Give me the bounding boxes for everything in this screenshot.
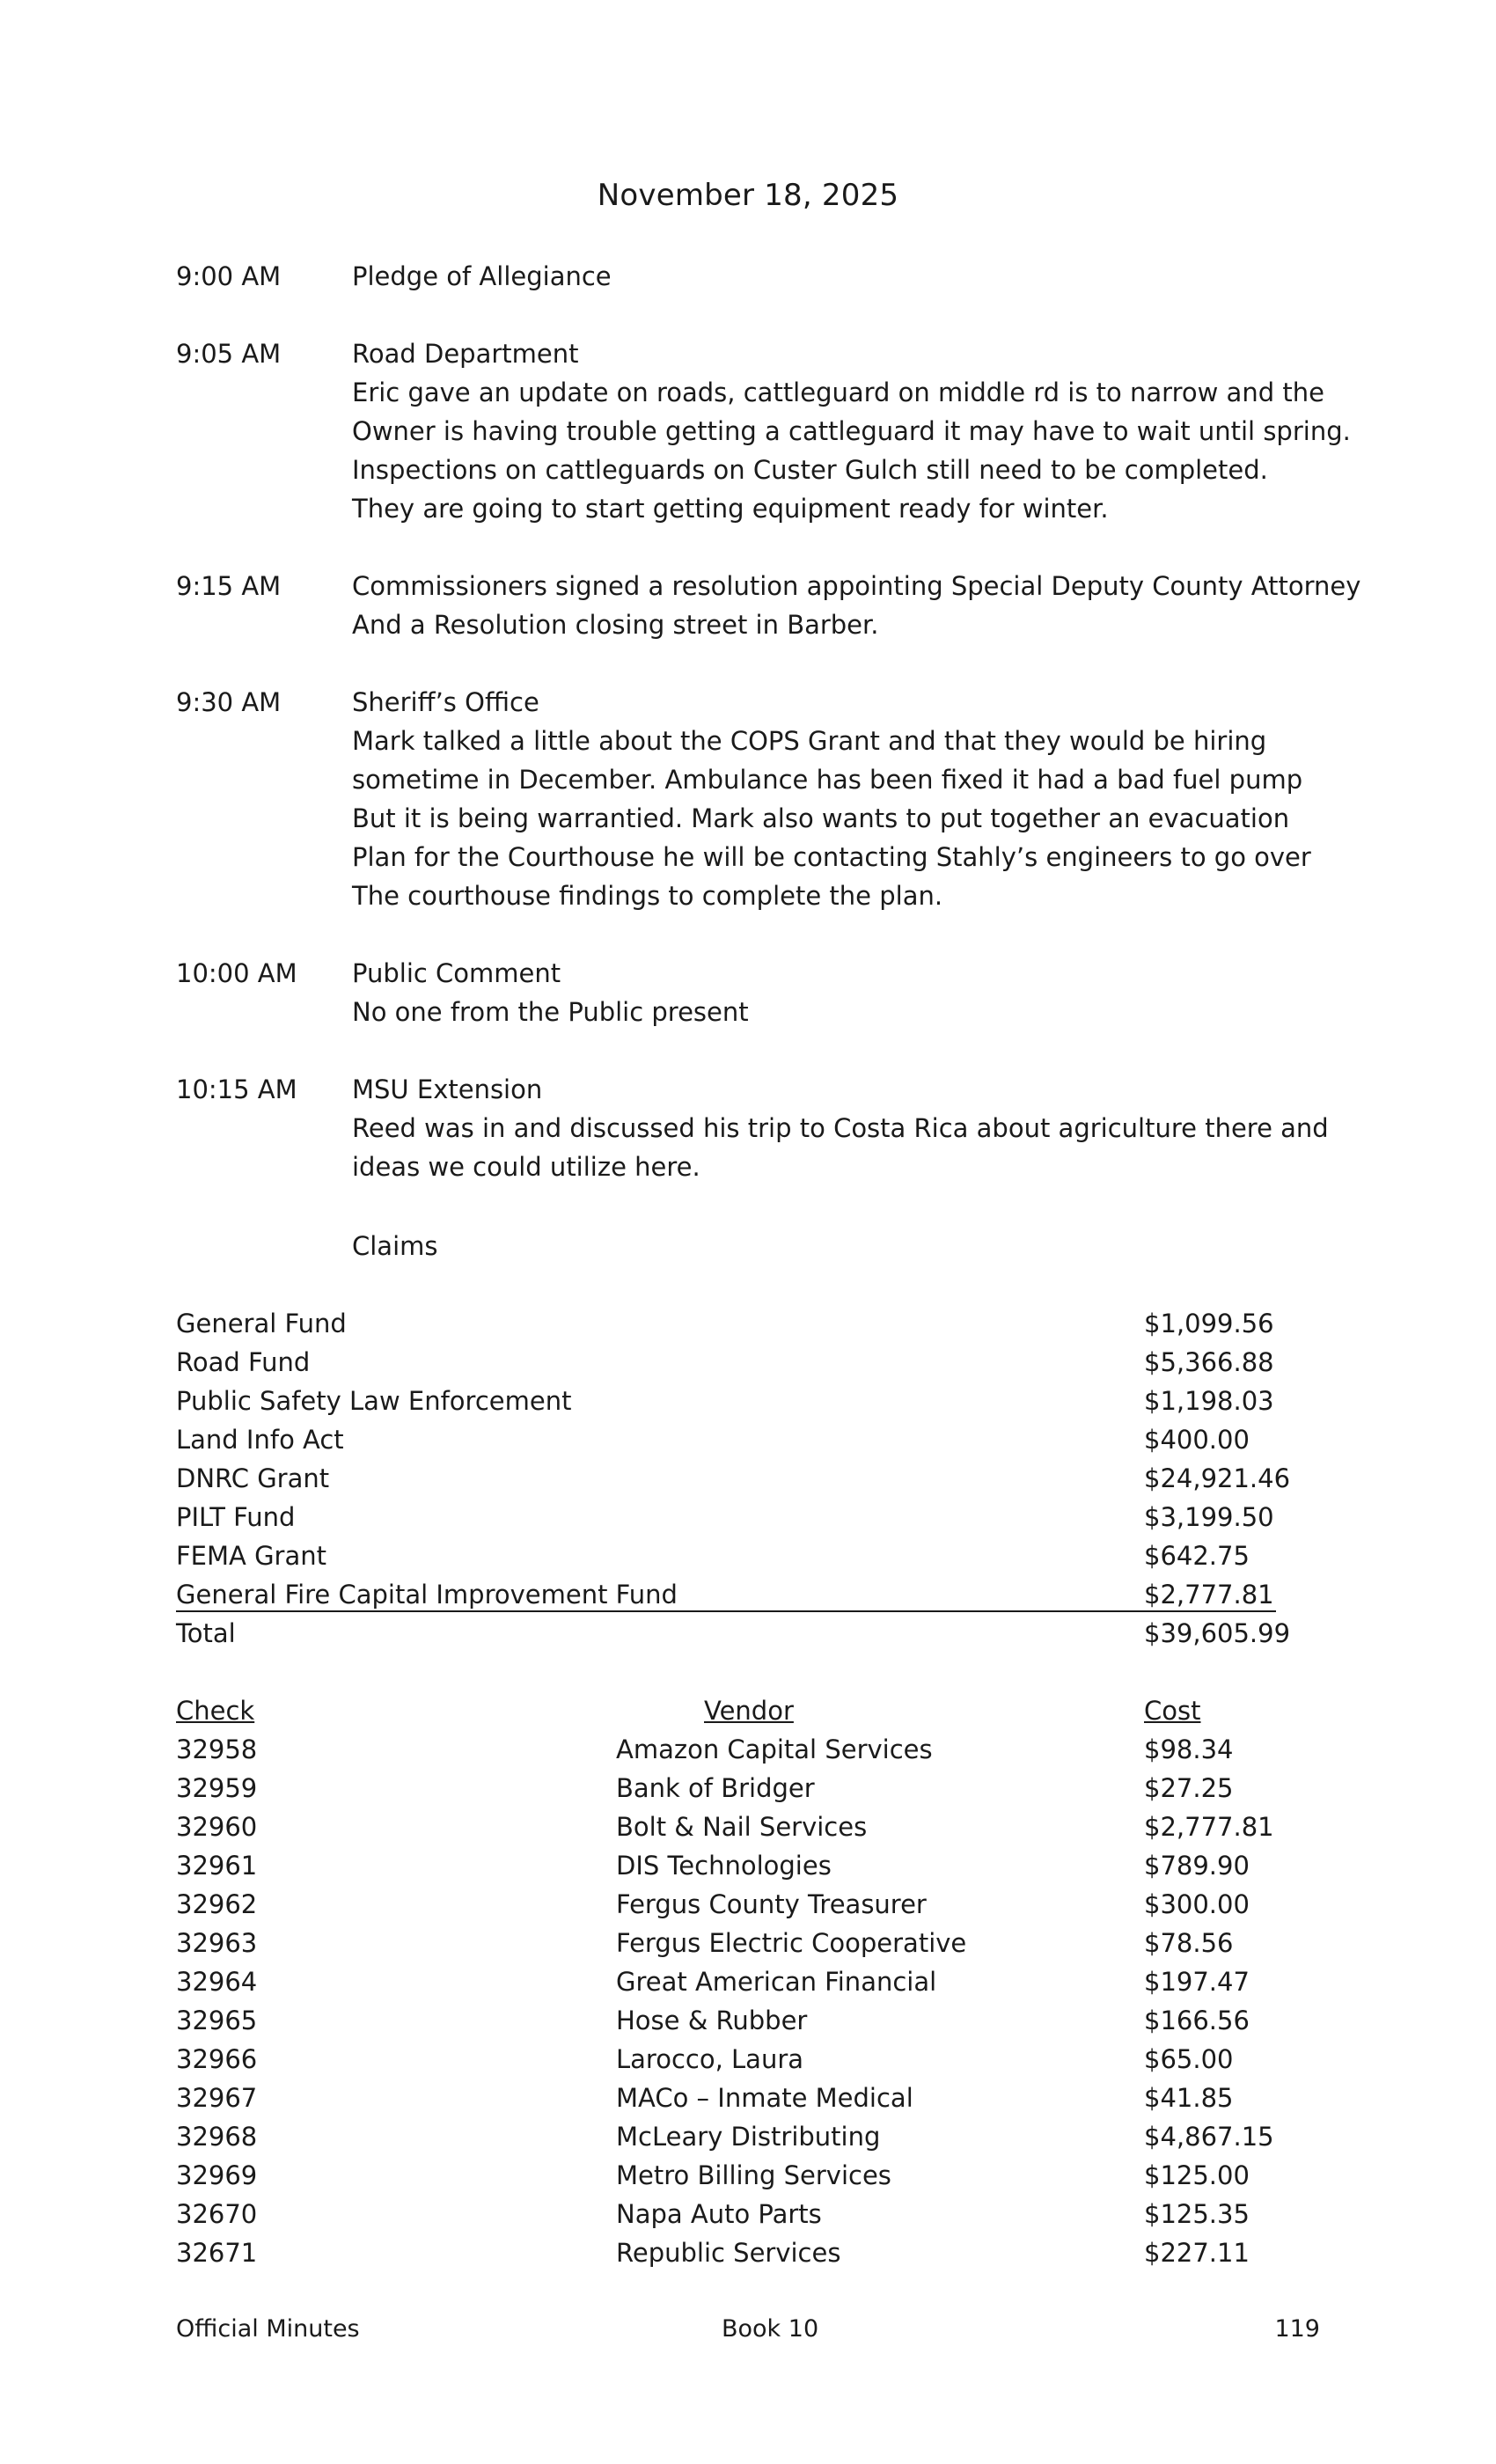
vendor-name: Fergus Electric Cooperative: [616, 1928, 967, 1958]
fund-claims-table: [176, 1304, 1302, 1653]
check-number: 32963: [176, 1928, 258, 1958]
check-number: 32969: [176, 2160, 258, 2190]
table-row: [176, 2079, 1302, 2117]
vendor-name: Great American Financial: [616, 1967, 937, 1997]
check-cost: $27.25: [1144, 1773, 1234, 1803]
fund-amount: $1,198.03: [1144, 1386, 1274, 1416]
vendor-name: McLeary Distributing: [616, 2122, 881, 2152]
agenda-item: [176, 1070, 1329, 1186]
fund-row: [176, 1420, 1302, 1459]
check-number: 32964: [176, 1967, 258, 1997]
page-title: November 18, 2025: [597, 178, 899, 213]
agenda-time: 10:00 AM: [176, 958, 297, 988]
agenda-text-line: Owner is having trouble getting a cattleguard it may have to wait until spring.: [352, 416, 1351, 446]
table-row: [176, 1885, 1302, 1924]
agenda-item: [176, 683, 1320, 915]
agenda-text-line: They are going to start getting equipment ready for winter.: [352, 494, 1109, 524]
agenda-heading: Road Department: [352, 339, 579, 369]
fund-amount: $2,777.81: [1144, 1580, 1274, 1610]
vendor-name: DIS Technologies: [616, 1851, 832, 1881]
vendor-name: Amazon Capital Services: [616, 1734, 933, 1764]
fund-name: Land Info Act: [176, 1425, 344, 1455]
table-row: [176, 2195, 1302, 2233]
table-row: [176, 2001, 1302, 2040]
agenda-text-line: Reed was in and discussed his trip to Costa Rica about agriculture there and: [352, 1113, 1329, 1143]
agenda-text-line: Plan for the Courthouse he will be contacting Stahly’s engineers to go over: [352, 842, 1311, 872]
check-number: 32671: [176, 2238, 258, 2268]
fund-name: General Fund: [176, 1309, 347, 1338]
fund-amount: $3,199.50: [1144, 1502, 1274, 1532]
agenda-text-line: Eric gave an update on roads, cattleguard on middle rd is to narrow and the: [352, 378, 1324, 407]
agenda-item: [176, 567, 1361, 644]
fund-name: General Fire Capital Improvement Fund: [176, 1580, 678, 1610]
footer-book-label: Book 10: [722, 2315, 819, 2343]
agenda-text-line: ideas we could utilize here.: [352, 1152, 700, 1182]
check-number: 32962: [176, 1889, 258, 1919]
vendor-name: Fergus County Treasurer: [616, 1889, 927, 1919]
fund-amount: $642.75: [1144, 1541, 1250, 1571]
table-row: [176, 1846, 1302, 1885]
vendor-name: MACo – Inmate Medical: [616, 2083, 913, 2113]
checks-header-row: [176, 1691, 1302, 1730]
check-number: 32966: [176, 2044, 258, 2074]
agenda-body: [352, 257, 1320, 296]
agenda-heading: MSU Extension: [352, 1074, 543, 1104]
agenda-body: [352, 954, 1320, 1031]
fund-row: [176, 1304, 1302, 1343]
vendor-name: Republic Services: [616, 2238, 841, 2268]
check-number: 32965: [176, 2006, 258, 2035]
fund-amount: $5,366.88: [1144, 1347, 1274, 1377]
agenda-text-line: The courthouse findings to complete the plan.: [352, 881, 943, 911]
vendor-name: Bank of Bridger: [616, 1773, 815, 1803]
vendor-name: Metro Billing Services: [616, 2160, 891, 2190]
fund-row: [176, 1343, 1302, 1382]
agenda-heading: Public Comment: [352, 958, 561, 988]
fund-row: [176, 1498, 1302, 1536]
total-divider-line: [176, 1610, 1276, 1612]
check-cost: $227.11: [1144, 2238, 1250, 2268]
table-row: [176, 1962, 1302, 2001]
check-cost: $300.00: [1144, 1889, 1250, 1919]
agenda-body: [352, 1070, 1329, 1186]
table-row: [176, 2040, 1302, 2079]
check-number: 32961: [176, 1851, 258, 1881]
check-cost: $4,867.15: [1144, 2122, 1274, 2152]
check-column-header: Check: [176, 1696, 255, 1726]
footer-page-number: 119: [1274, 2315, 1320, 2343]
check-number: 32960: [176, 1812, 258, 1842]
total-amount: $39,605.99: [1144, 1618, 1291, 1648]
agenda-text-line: Inspections on cattleguards on Custer Gulch still need to be completed.: [352, 455, 1268, 485]
agenda-time: 9:05 AM: [176, 339, 282, 369]
table-row: [176, 2117, 1302, 2156]
check-cost: $789.90: [1144, 1851, 1250, 1881]
fund-amount: $1,099.56: [1144, 1309, 1274, 1338]
checks-table: [176, 1691, 1302, 2272]
fund-name: PILT Fund: [176, 1502, 296, 1532]
footer-document-label: Official Minutes: [176, 2315, 360, 2343]
fund-name: Public Safety Law Enforcement: [176, 1386, 572, 1416]
table-row: [176, 1808, 1302, 1846]
agenda-time: 9:00 AM: [176, 261, 282, 291]
check-number: 32670: [176, 2199, 258, 2229]
vendor-name: Hose & Rubber: [616, 2006, 808, 2035]
page-footer: [176, 2312, 1320, 2347]
agenda-heading: Sheriff’s Office: [352, 687, 539, 717]
table-row: [176, 2233, 1302, 2272]
fund-amount: $24,921.46: [1144, 1463, 1291, 1493]
check-number: 32967: [176, 2083, 258, 2113]
agenda-item: [176, 334, 1351, 528]
fund-row: [176, 1382, 1302, 1420]
agenda-heading: Pledge of Allegiance: [352, 261, 612, 291]
check-cost: $2,777.81: [1144, 1812, 1274, 1842]
agenda-text-line: sometime in December. Ambulance has been fixed it had a bad fuel pump: [352, 765, 1303, 795]
agenda-body: [352, 683, 1320, 915]
claims-heading: Claims: [352, 1231, 438, 1261]
check-cost: $125.00: [1144, 2160, 1250, 2190]
check-cost: $125.35: [1144, 2199, 1250, 2229]
vendor-name: Napa Auto Parts: [616, 2199, 822, 2229]
fund-row: [176, 1575, 1302, 1614]
agenda-item: [176, 257, 1320, 296]
check-number: 32959: [176, 1773, 258, 1803]
vendor-column-header: Vendor: [704, 1696, 794, 1726]
fund-name: Road Fund: [176, 1347, 311, 1377]
agenda-body: [352, 334, 1351, 528]
table-row: [176, 1730, 1302, 1769]
agenda-time: 10:15 AM: [176, 1074, 297, 1104]
check-cost: $98.34: [1144, 1734, 1234, 1764]
table-row: [176, 1769, 1302, 1808]
fund-row: [176, 1459, 1302, 1498]
agenda-body: [352, 567, 1360, 644]
table-row: [176, 1924, 1302, 1962]
agenda-text-line: Mark talked a little about the COPS Grant and that they would be hiring: [352, 726, 1267, 756]
fund-total-row: [176, 1614, 1302, 1653]
check-number: 32958: [176, 1734, 258, 1764]
fund-name: FEMA Grant: [176, 1541, 326, 1571]
agenda-text-line: No one from the Public present: [352, 997, 749, 1027]
agenda-text-line: And a Resolution closing street in Barber.: [352, 610, 879, 640]
vendor-name: Bolt & Nail Services: [616, 1812, 868, 1842]
agenda-time: 9:15 AM: [176, 571, 282, 601]
table-row: [176, 2156, 1302, 2195]
fund-name: DNRC Grant: [176, 1463, 330, 1493]
fund-amount: $400.00: [1144, 1425, 1250, 1455]
agenda-item: [176, 954, 1320, 1031]
agenda-text-line: Commissioners signed a resolution appointing Special Deputy County Attorney: [352, 571, 1361, 601]
fund-row: [176, 1536, 1302, 1575]
agenda-text-line: But it is being warrantied. Mark also wants to put together an evacuation: [352, 803, 1290, 833]
check-cost: $65.00: [1144, 2044, 1234, 2074]
check-cost: $197.47: [1144, 1967, 1250, 1997]
agenda-list: [176, 257, 1361, 1225]
cost-column-header: Cost: [1144, 1696, 1201, 1726]
vendor-name: Larocco, Laura: [616, 2044, 804, 2074]
check-number: 32968: [176, 2122, 258, 2152]
check-cost: $78.56: [1144, 1928, 1234, 1958]
total-label: Total: [176, 1618, 236, 1648]
check-cost: $166.56: [1144, 2006, 1250, 2035]
check-cost: $41.85: [1144, 2083, 1234, 2113]
agenda-time: 9:30 AM: [176, 687, 282, 717]
